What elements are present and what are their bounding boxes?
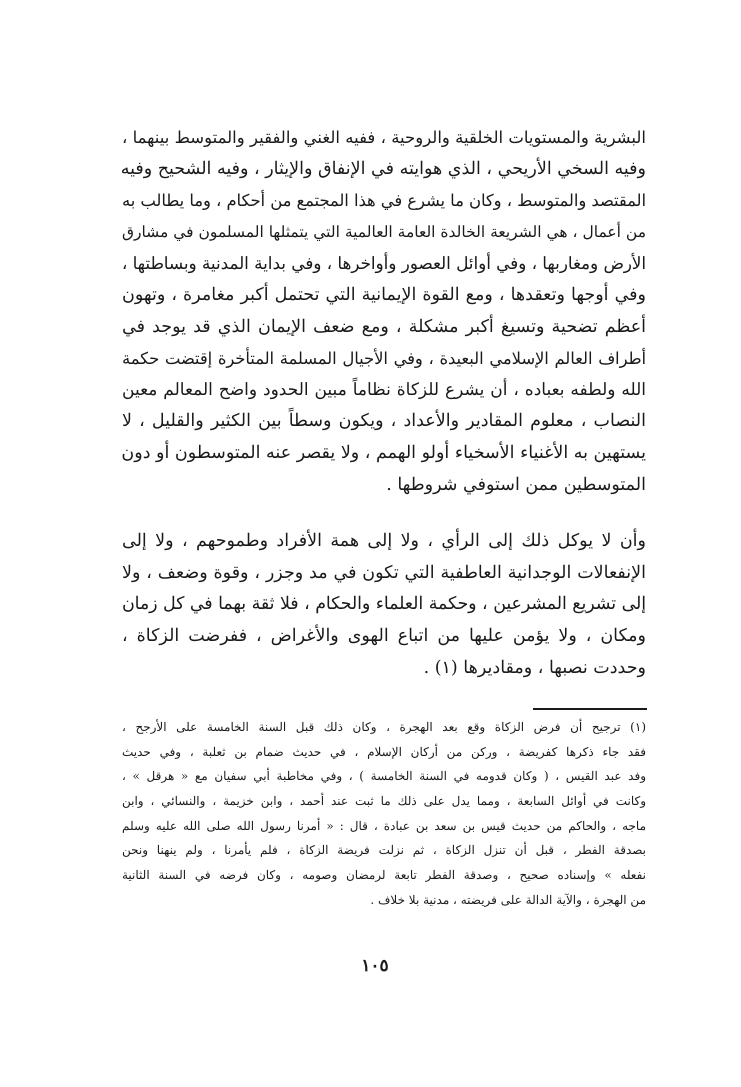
text-line: وحددت نصبها ، ومقاديرها (١) . [423,657,646,678]
text-line: البشرية والمستويات الخلقية والروحية ، ففيه الغني والفقير والمتوسط بينهما ، [122,128,646,147]
paragraph-gap [122,501,646,526]
text-line: الأرض ومغاربها ، وفي أوائل العصور وأواخرها ، وفي بداية المدنية وبساطتها ، [121,253,646,274]
footnote-line: بصدقة الفطر ، قبل أن تنزل الزكاة ، ثم نزلت فريضة الزكاة ، فلم يأمرنا ، ولم ينهنا ونحن [122,843,646,858]
text-line: النصاب ، معلوم المقادير والأعداد ، ويكون وسطاً بين الكثير والقليل ، لا [122,411,646,432]
text-line: أعظم تضحية وتسيغ أكبر مشكلة ، ومع ضعف الإيمان الذي قد يوجد في [122,316,646,337]
footnote-line: (١) ترجيح أن فرض الزكاة وقع بعد الهجرة ، وكان ذلك قبل السنة الخامسة على الأرجح ، [122,720,646,734]
footnote-line: وكانت في أوائل السابعة ، ومما يدل على ذلك ما ثبت عند أحمد ، وابن خزيمة ، والنسائي ، وابن [122,794,646,809]
text-line: يستهين به الأغنياء الأسخياء أولو الهمم ، ولا يقصر عنه المتوسطون أو دون [121,442,646,463]
footnote-line: وفد عبد القيس ، ( وكان قدومه في السنة الخامسة ) ، وفي مخاطبة أبي سفيان مع « هرقل » ، [122,769,646,784]
footnote-line: ماجه ، والحاكم من حديث قيس بن سعد بن عبادة ، قال : « أمرنا رسول الله صلى الله عليه وسلم [122,818,646,833]
paragraph [122,526,646,684]
text-line: الله ولطفه بعباده ، أن يشرع للزكاة نظاماً مبين الحدود واضح المعالم معين [122,379,646,400]
text-line: ومكان ، ولا يؤمن عليها من اتباع الهوى والأغراض ، ففرضت الزكاة ، [122,625,646,646]
footnote-line: فقد جاء ذكرها كفريضة ، وركن من أركان الإسلام ، في حديث ضمام بن ثعلبة ، وفي حديث [122,744,646,759]
text-line: من أعمال ، هي الشريعة الخالدة العامة العالمية التي يتمثلها المسلمون في مشارق [121,222,646,241]
footnote-divider [533,708,647,710]
text-line: وأن لا يوكل ذلك إلى الرأي ، ولا إلى همة الأفراد وطموحهم ، ولا إلى [122,531,646,552]
text-line: إلى تشريع المشرعين ، وحكمة العلماء والحكام ، فلا ثقة بهما في كل زمان [122,594,646,615]
footnote-line: من الهجرة ، والآية الدالة على فريضته ، مدنية بلا خلاف . [370,892,646,907]
page-number: ١٠٥ [361,956,389,976]
text-line: الإنفعالات الوجدانية العاطفية التي تكون في مد وجزر ، وقوة وضعف ، ولا [122,562,646,583]
text-line: وفي أوجها وتعقدها ، ومع القوة الإيمانية التي تحتمل أكبر مغامرة ، وتهون [122,284,646,305]
text-line: المتوسطين ممن استوفي شروطها . [386,474,646,495]
paragraph [122,122,646,501]
footnote-line: نفعله » وإسناده صحيح ، وصدقة الفطر تابعة لرمضان وصومه ، وكان فرضه في السنة الثانية [122,868,646,883]
text-line: أطراف العالم الإسلامي البعيدة ، وفي الأجيال المسلمة المتأخرة إقتضت حكمة [122,349,646,369]
text-line: وفيه السخي الأريحي ، الذي هوايته في الإنفاق والإيثار ، وفيه الشحيح وفيه [120,158,646,179]
footnote [122,715,646,913]
text-line: المقتصد والمتوسط ، وكان ما يشرع في هذا المجتمع من أحكام ، وما يطالب به [122,191,646,211]
main-text [122,122,646,684]
